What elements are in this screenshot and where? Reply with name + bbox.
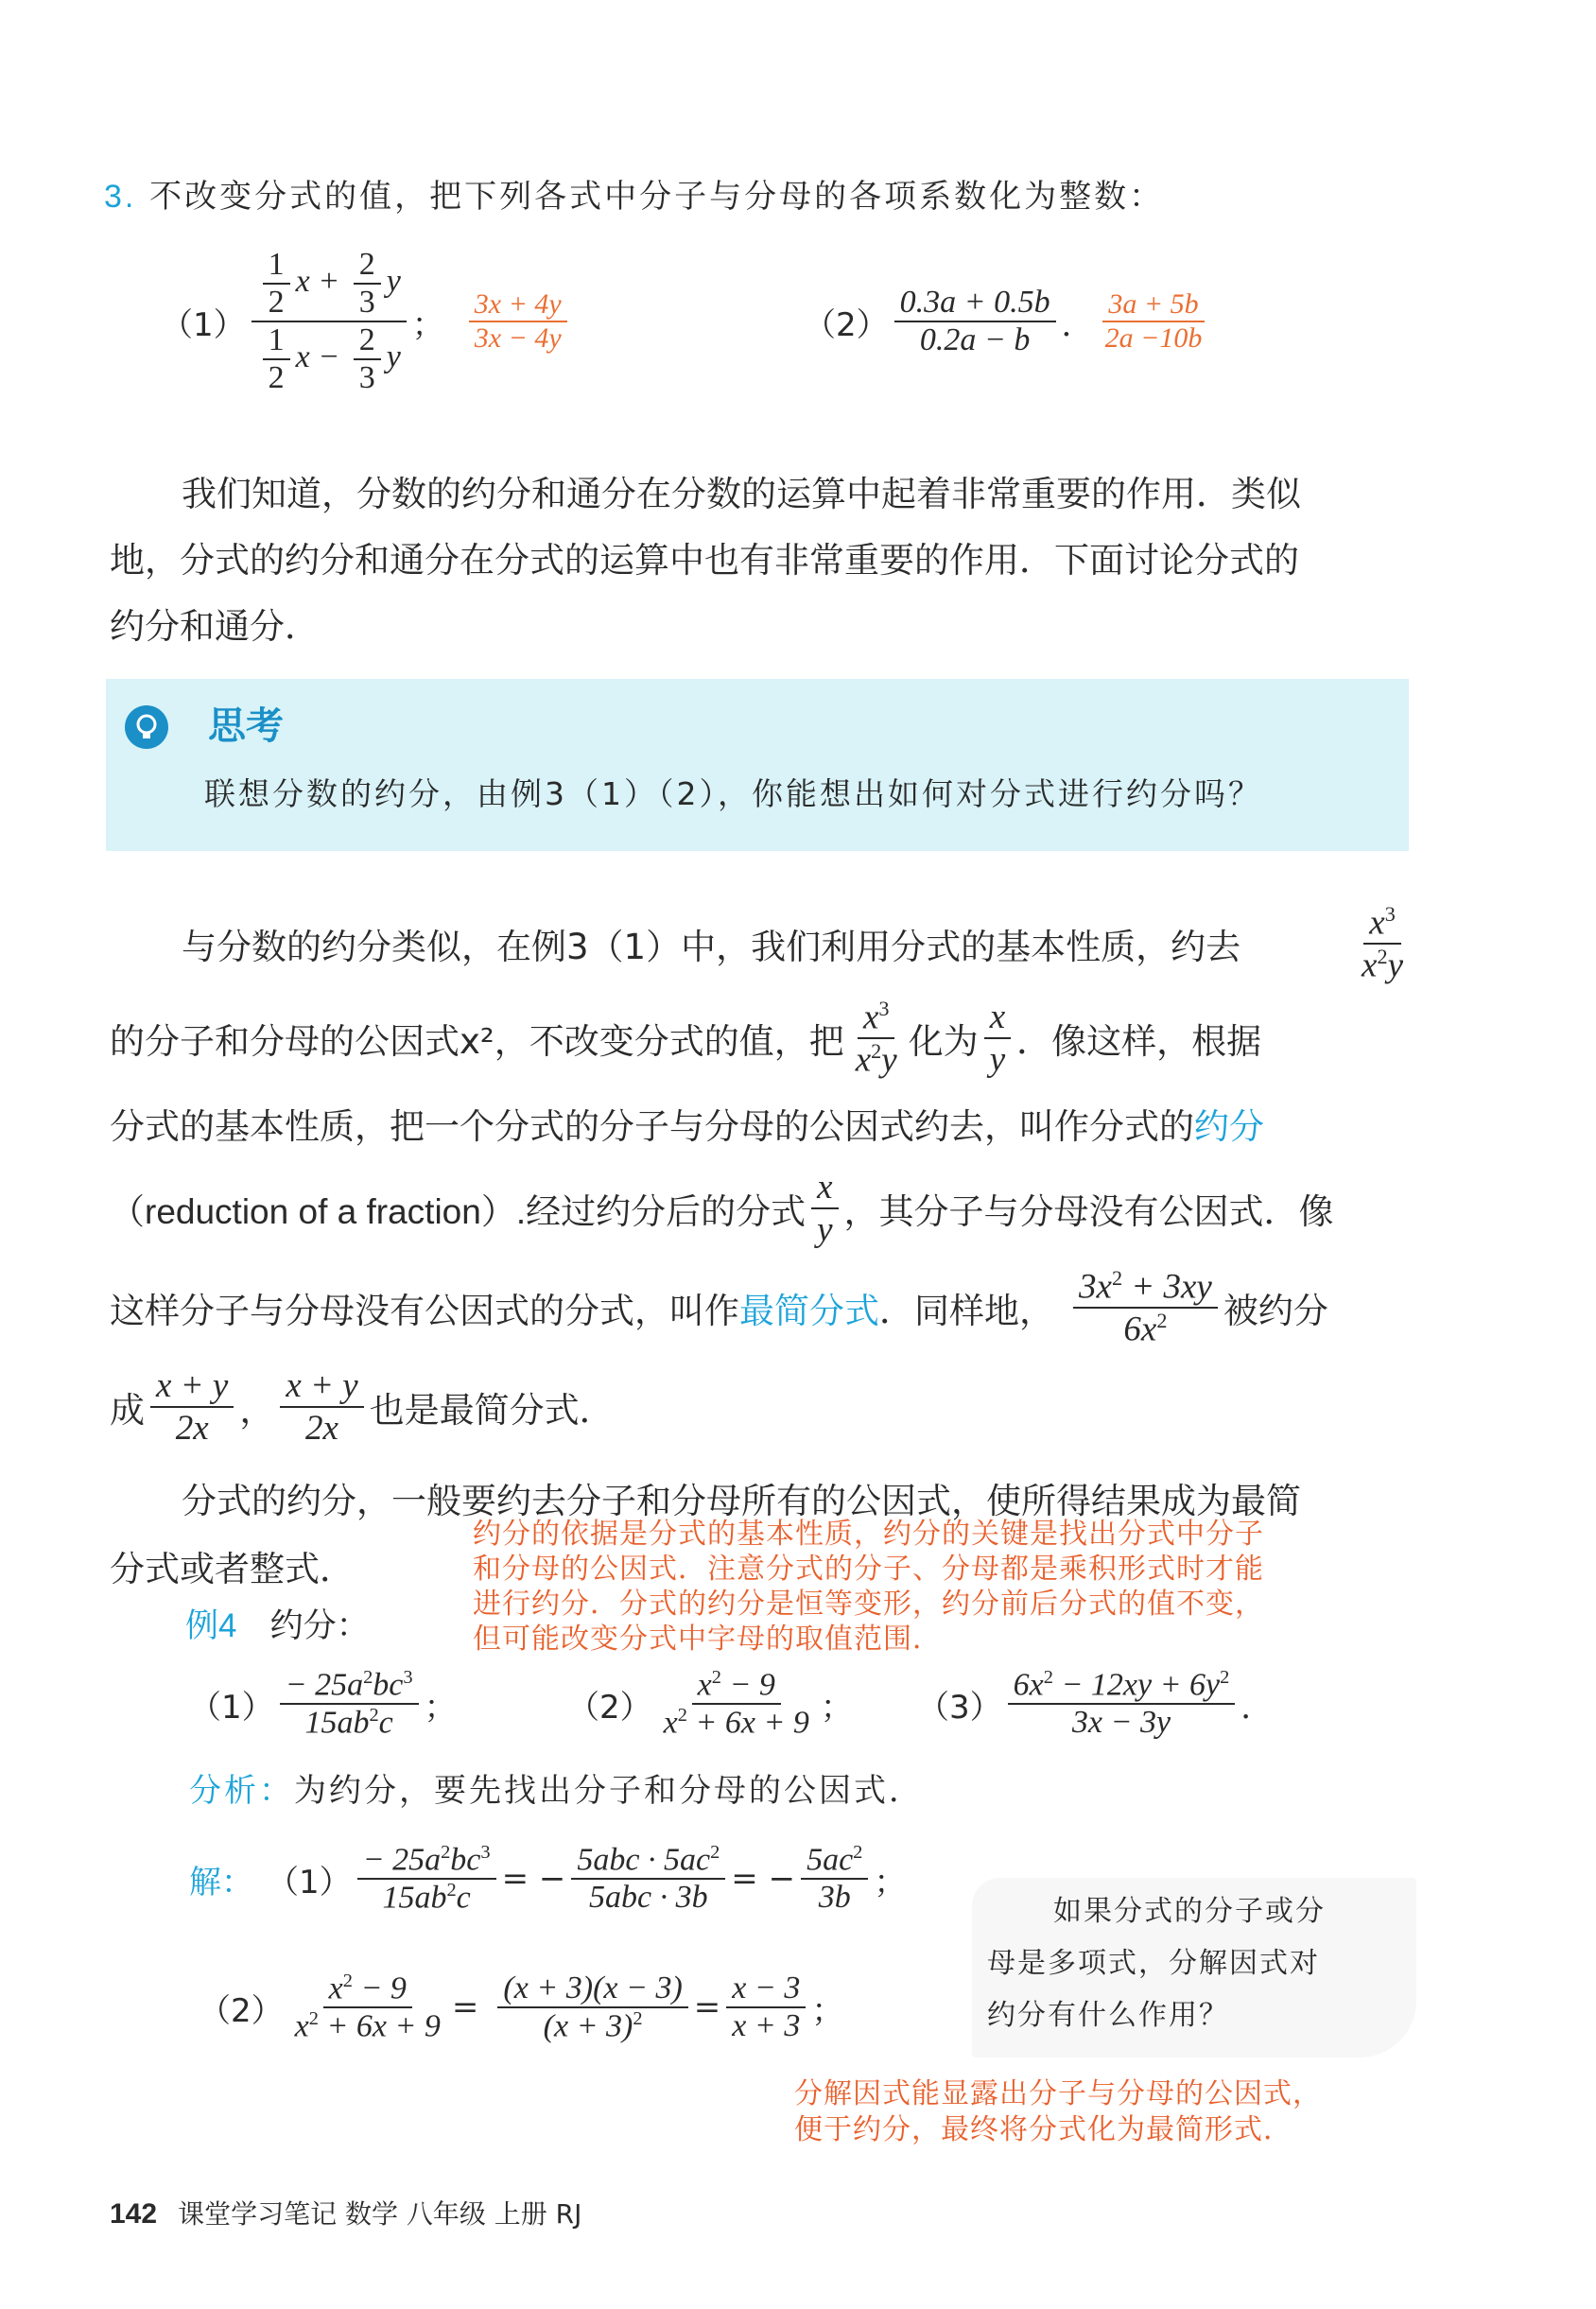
problem-1: （1） $\frac{- 25a^2bc^3}{15ab^2c}$ ； [189, 1666, 457, 1741]
fraction-x-over-y-2: $\frac{x}{y}$ [811, 1167, 838, 1250]
page-footer [110, 2194, 581, 2231]
rule-line-1: 分式的约分，一般要约去分子和分母所有的公因式，使所得结果成为最简 [182, 1481, 1301, 1521]
item-1-answer-numerator: 3x + 4y [469, 288, 567, 322]
solution-label: 解： [189, 1863, 253, 1901]
solution-1: 解： （1） $\frac{- 25a^2bc^3}{15ab^2c}$ = − $\frac{5abc \cdot 5ac^2}{\text{5abc · 3b}}$ = − $\frac{5ac^2}{3b}$ ； [189, 1841, 907, 1916]
fraction-3x2-3xy-over-6x2: $\frac{3x^2 + 3xy}{6x^2}$ [1073, 1266, 1218, 1350]
explanation-line-2 [110, 991, 1414, 1085]
intro-line-2: 地，分式的约分和通分在分式的运算中也有非常重要的作用．下面讨论分式的 [110, 540, 1299, 581]
analysis-line [189, 1764, 924, 1811]
term-reduction: 约分 [1194, 1106, 1264, 1147]
problem-1-fraction: $\frac{- 25a^2bc^3}{15ab^2c}$ [280, 1667, 419, 1742]
explanation-line-5 [110, 1256, 1414, 1360]
note1-line-4: 但可能改变分式中字母的取值范围． [473, 1623, 942, 1656]
think-question: 联想分数的约分，由例3（1）（2），你能想出如何对分式进行约分吗？ [204, 775, 1262, 812]
solution-2-frac-c: $\frac{x - 3}{x + 3}$ [726, 1970, 806, 2044]
side-question-line-3: 约分有什么作用？ [987, 1999, 1229, 2032]
explanation-text-2b: 化为 [908, 1021, 979, 1062]
think-box [106, 679, 1409, 851]
handwritten-note-reduction [473, 1517, 1418, 1657]
explanation-text-6c: 也是最简分式． [369, 1390, 615, 1431]
intro-line-3: 约分和通分． [110, 606, 320, 647]
explanation-text-3: 分式的基本性质，把一个分式的分子与分母的公因式约去，叫作分式的 [110, 1106, 1194, 1147]
item-2-numerator: 0.3a + 0.5b [894, 285, 1056, 322]
solution-2-label: （2） [199, 1991, 284, 2030]
intro-paragraph [110, 461, 1433, 660]
exercise-item-2: （2） $\frac{0.3a + 0.5b}{0.2a - b}$ ． $\frac{3a + 5b}{2a -10b}$ [804, 274, 1213, 369]
explanation-paragraph [110, 896, 1414, 1454]
book-title: 课堂学习笔记 数学 八年级 上册 RJ [178, 2198, 582, 2230]
item-1-denominator: $\frac{1}{2}$ x − $\frac{2}{3}$ y [252, 322, 407, 396]
problem-2-label: （2） [567, 1688, 652, 1727]
explanation-text-6b: ， [239, 1390, 275, 1431]
exercise-item-1: （1） $\frac{1}{2}$ x + $\frac{2}{3}$ y $\frac{1}{2}$ x − $\frac{2}{3}$ y ； $\frac{3x + 4y}{3x - 4y}$ [161, 232, 573, 411]
item-2-answer-denominator: 2a −10b [1104, 322, 1203, 354]
explanation-text-2a: 的分子和分母的公因式x²，不改变分式的值，把 [110, 1021, 844, 1062]
explanation-text-6a: 成 [110, 1390, 145, 1431]
exercise-3-instruction [104, 170, 1164, 217]
explanation-line-6 [110, 1360, 1414, 1454]
explanation-text-5b: ．同样地， [879, 1291, 1054, 1331]
item-2-answer [1100, 288, 1208, 355]
analysis-label: 分析： [189, 1772, 294, 1810]
explanation-text-5a: 这样分子与分母没有公因式的分式，叫作 [110, 1291, 739, 1331]
solution-1-frac-b: $\frac{5abc \cdot 5ac^2}{\text{5abc · 3b}}$ [571, 1842, 725, 1916]
note1-line-1: 约分的依据是分式的基本性质，约分的关键是找出分式中分子 [473, 1518, 1264, 1551]
item-1-answer-denominator: 3x − 4y [474, 322, 562, 354]
example-4-problems [189, 1657, 1418, 1751]
example-4-label: 例4 [185, 1607, 237, 1644]
example-4-header [185, 1600, 370, 1647]
intro-line-1: 我们知道，分数的约分和通分在分数的运算中起着非常重要的作用．类似 [182, 474, 1301, 514]
explanation-line-1 [110, 896, 1414, 991]
problem-2: （2） $\frac{x^2 - 9}{x^2 + 6x + 9}$ ； [567, 1666, 853, 1741]
item-1-label: （1） [161, 305, 246, 344]
fraction-x-plus-y-over-2x: $\frac{x + y}{2x}$ [150, 1365, 234, 1449]
exercise-number: 3. [104, 179, 137, 215]
example-4-task: 约分： [269, 1607, 370, 1645]
note2-line-2: 便于约分，最终将分式化为最简形式． [794, 2113, 1292, 2146]
fraction-x3-over-x2y: $\frac{x^3}{x^2y}$ [1362, 901, 1403, 985]
solution-1-label: （1） [267, 1863, 352, 1901]
explanation-line-3 [110, 1085, 1414, 1161]
fraction-x3-over-x2y-2: $\frac{x^3}{x^2y}$ [855, 996, 897, 1080]
item-2-denominator: 0.2a − b [919, 322, 1031, 357]
side-question-line-2: 母是多项式，分解因式对 [987, 1947, 1320, 1980]
solution-1-frac-c: $\frac{5ac^2}{3b}$ [801, 1842, 868, 1916]
explanation-line-4 [110, 1161, 1414, 1256]
note1-line-2: 和分母的公因式．注意分式的分子、分母都是乘积形式时才能 [473, 1553, 1264, 1586]
side-question-line-1: 如果分式的分子或分 [1053, 1895, 1326, 1928]
solution-2-frac-b: $\frac{(x + 3)(x - 3)}{(x + 3)^2}$ [497, 1970, 687, 2044]
solution-1-frac-a: $\frac{- 25a^2bc^3}{15ab^2c}$ [357, 1842, 496, 1917]
explanation-text-4b: ，其分子与分母没有公因式．像 [843, 1191, 1334, 1232]
explanation-text-2c: ．像这样，根据 [1016, 1021, 1262, 1062]
rule-line-2: 分式或者整式． [110, 1549, 355, 1589]
problem-2-fraction: $\frac{x^2 - 9}{x^2 + 6x + 9}$ [663, 1666, 809, 1741]
problem-1-label: （1） [189, 1688, 274, 1727]
problem-3-label: （3） [917, 1688, 1002, 1727]
solution-2: （2） $\frac{x^2 - 9}{x^2 + 6x + 9}$ = $\frac{(x + 3)(x - 3)}{(x + 3)^2}$ = $\frac{x - 3}{x + 3}$ ； [199, 1970, 844, 2044]
item-1-numerator: $\frac{1}{2}$ x + $\frac{2}{3}$ y [252, 247, 407, 322]
page-number: 142 [110, 2198, 158, 2230]
item-2-fraction [894, 285, 1056, 358]
problem-3: （3） $\frac{6x^2 - 12xy + 6y^2}{3x - 3y}$ ． [917, 1666, 1274, 1741]
lightbulb-head-icon [125, 705, 168, 749]
fraction-x-over-y: $\frac{x}{y}$ [984, 997, 1011, 1080]
side-question-note [972, 1878, 1416, 2057]
fraction-x-plus-y-over-2x-2: $\frac{x + y}{2x}$ [280, 1365, 363, 1449]
think-title: 思考 [208, 704, 284, 748]
solution-2-frac-a: $\frac{x^2 - 9}{x^2 + 6x + 9}$ [294, 1970, 441, 2044]
explanation-text-5c: 被约分 [1223, 1291, 1328, 1331]
note1-line-3: 进行约分．分式的约分是恒等变形，约分前后分式的值不变， [473, 1588, 1264, 1621]
note2-line-1: 分解因式能显露出分子与分母的公因式， [794, 2077, 1322, 2110]
exercise-instruction-text: 不改变分式的值，把下列各式中分子与分母的各项系数化为整数： [149, 178, 1165, 216]
problem-3-fraction: $\frac{6x^2 - 12xy + 6y^2}{3x - 3y}$ [1008, 1667, 1236, 1741]
item-1-complex-fraction [252, 247, 407, 396]
item-2-answer-numerator: 3a + 5b [1102, 288, 1204, 322]
analysis-text: 为约分，要先找出分子和分母的公因式． [294, 1772, 924, 1810]
term-simplest-fraction: 最简分式 [739, 1291, 879, 1331]
item-2-label: （2） [804, 305, 889, 344]
explanation-text-1: 与分数的约分类似，在例3（1）中，我们利用分式的基本性质，约去 [182, 927, 1241, 967]
explanation-text-4a: （reduction of a fraction）.经过约分后的分式 [110, 1192, 807, 1231]
handwritten-note-factoring [794, 2076, 1437, 2148]
item-1-answer [469, 288, 567, 355]
